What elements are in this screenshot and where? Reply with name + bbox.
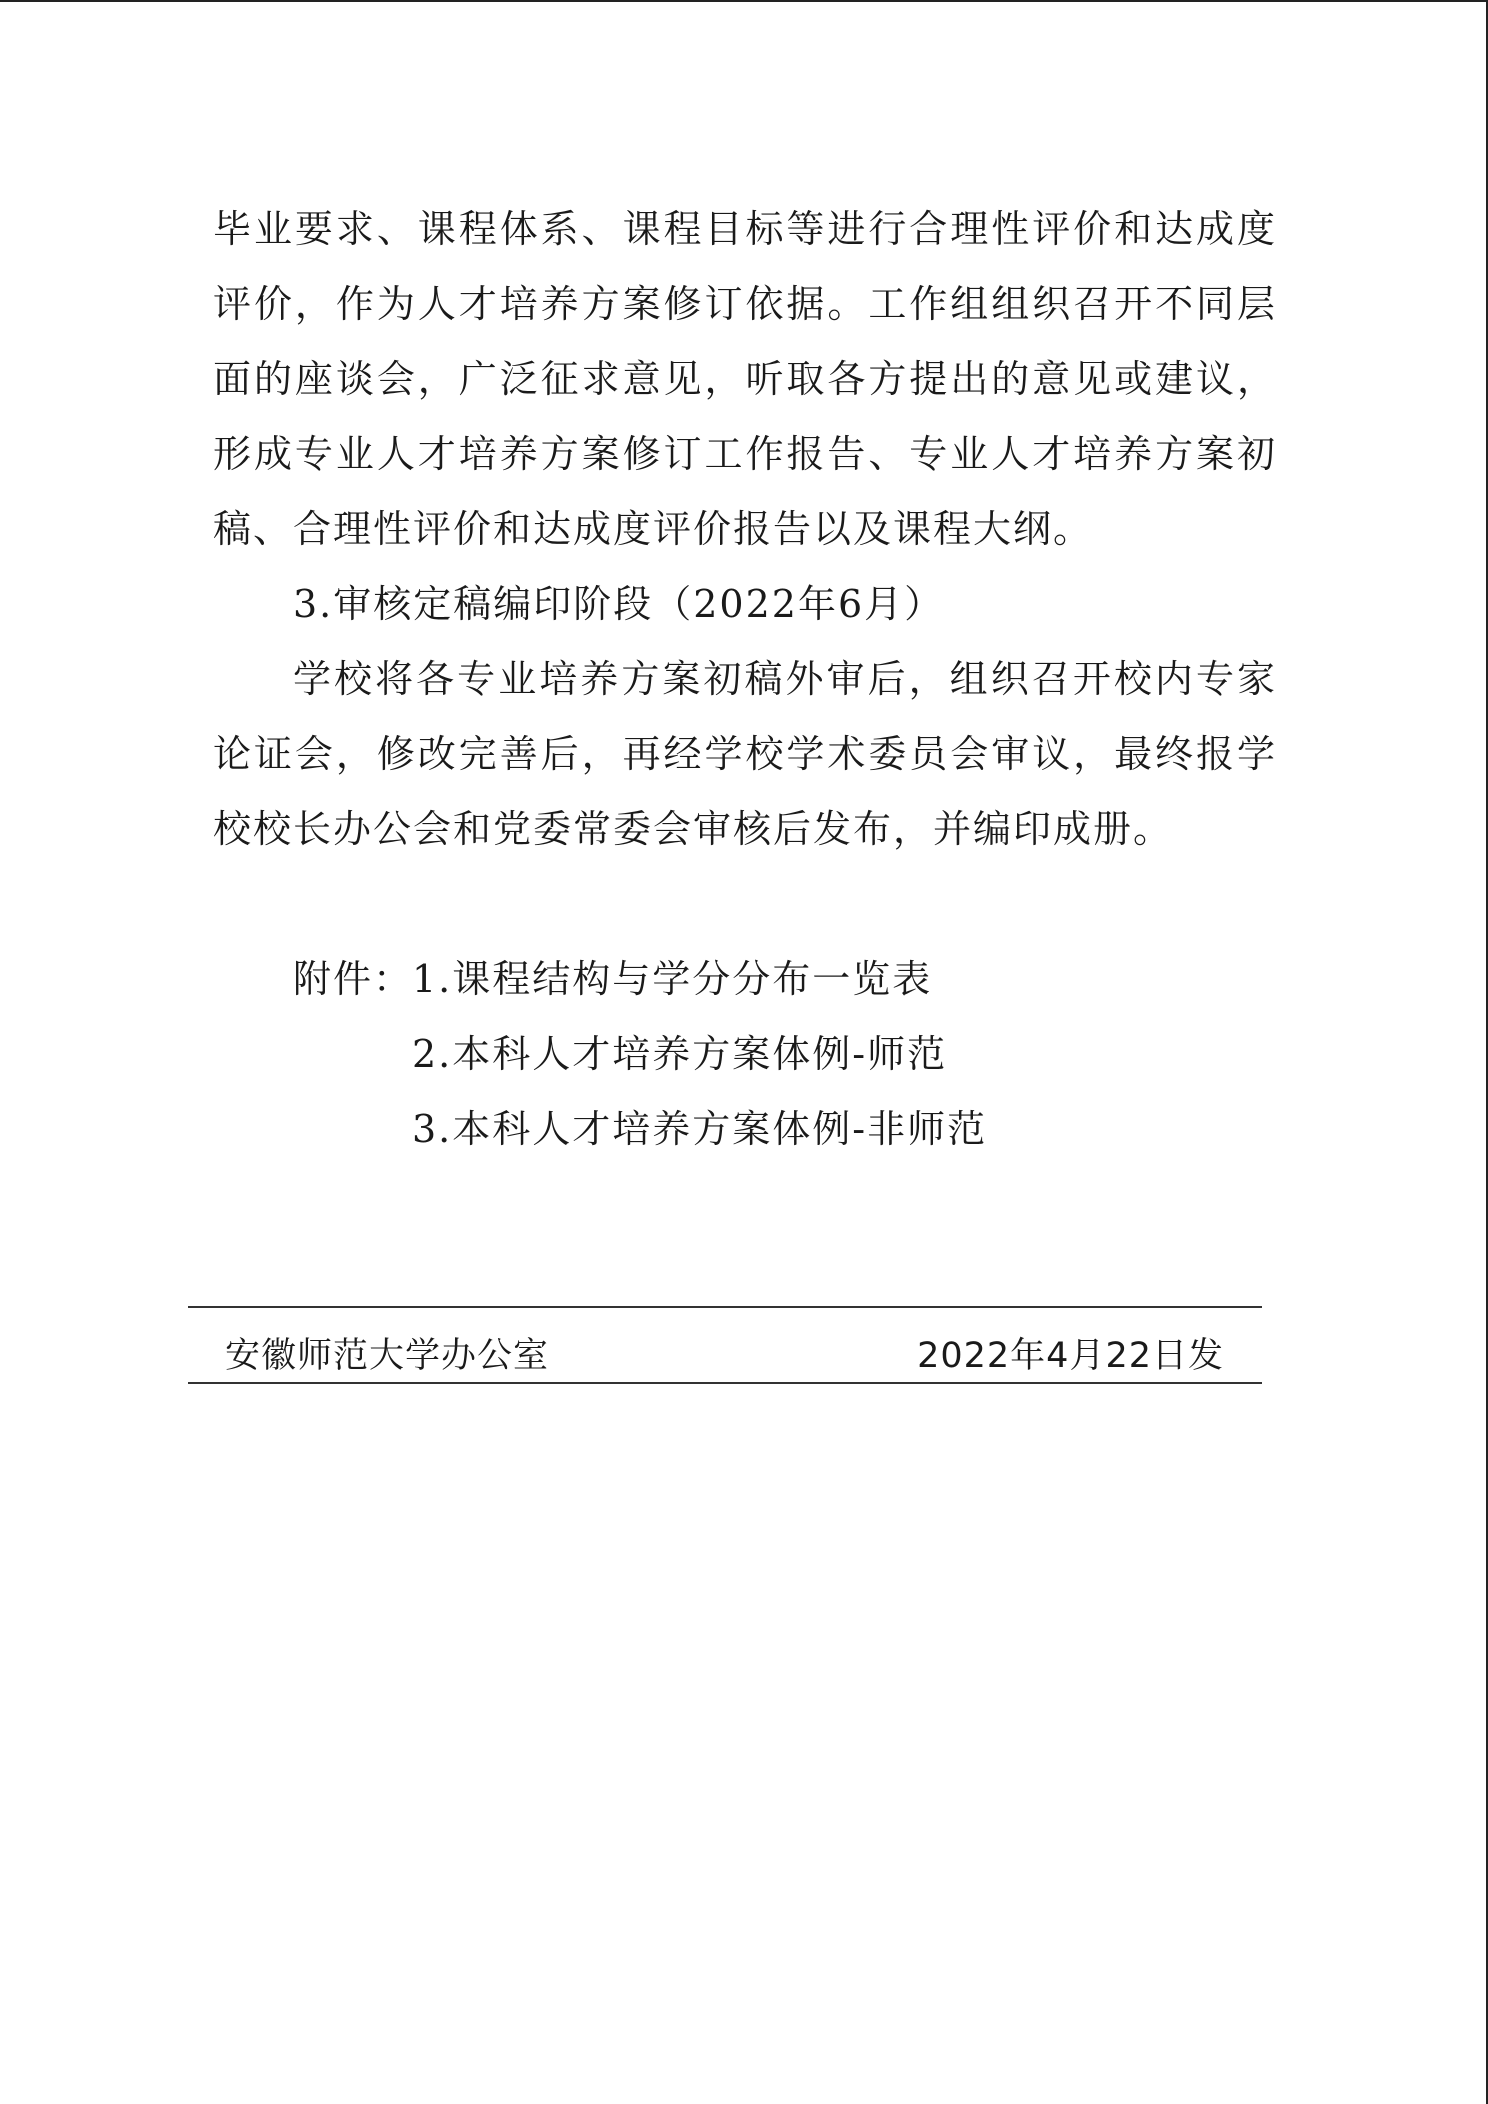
issue-date: 2022年4月22日发 [917, 1336, 1224, 1376]
document-body [213, 192, 1277, 867]
attachment-row [293, 942, 987, 1017]
attachment-item: 3.本科人才培养方案体例-非师范 [412, 1107, 988, 1151]
paragraph-review: 学校将各专业培养方案初稿外审后，组织召开校内专家论证会，修改完善后，再经学校学术委员会审议，最终报学校校长办公会和党委常委会审核后发布，并编印成册。 [213, 657, 1277, 851]
attachment-row [293, 1017, 987, 1092]
attachment-item: 1.课程结构与学分分布一览表 [412, 957, 933, 1001]
stage3-heading: 3.审核定稿编印阶段（2022年6月） [293, 582, 945, 626]
attachment-row [293, 1092, 987, 1167]
attachments-list [293, 942, 987, 1167]
paragraph-evaluation: 毕业要求、课程体系、课程目标等进行合理性评价和达成度评价，作为人才培养方案修订依据。工作组组织召开不同层面的座谈会，广泛征求意见，听取各方提出的意见或建议，形成专业人才培养方案修订工作报告、专业人才培养方案初稿、合理性评价和达成度评价报告以及课程大纲。 [213, 207, 1277, 551]
attachment-item: 2.本科人才培养方案体例-师范 [412, 1032, 948, 1076]
document-footer [188, 1306, 1262, 1384]
issuer-name: 安徽师范大学办公室 [225, 1336, 550, 1376]
attachments-label: 附件： [293, 957, 414, 1001]
